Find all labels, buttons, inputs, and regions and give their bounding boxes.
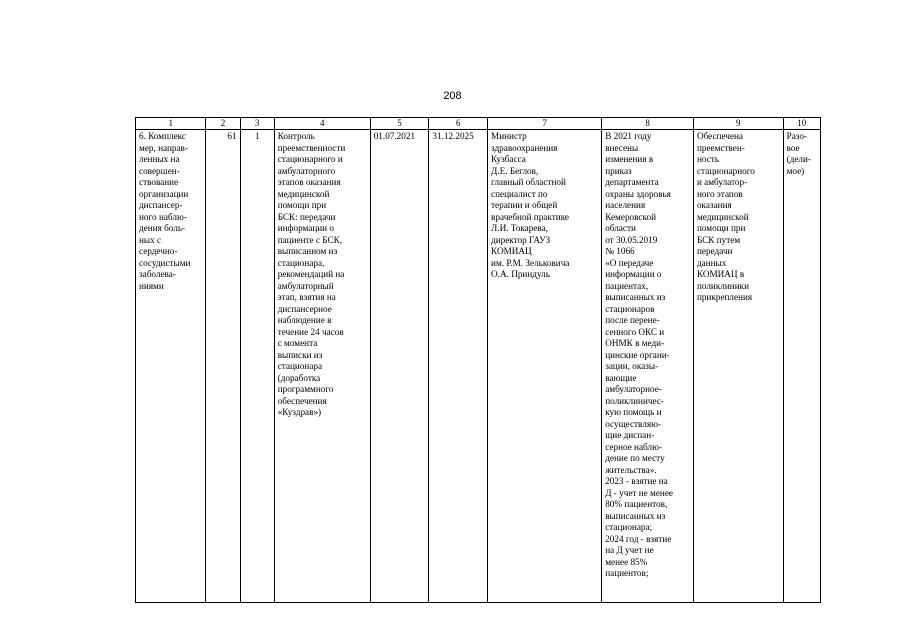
cell-text-line: амбулаторное- xyxy=(605,384,662,394)
responsible-persons-cell xyxy=(488,130,602,603)
cell-text-line: области xyxy=(605,223,636,233)
measure-name-cell xyxy=(136,130,206,603)
cell-text-line: амбулаторного xyxy=(277,165,336,176)
cell-text-line: 2024 год - взятие xyxy=(605,533,672,544)
cell-text-line: (доработка xyxy=(277,372,321,383)
cell-text-line: пациентах, xyxy=(605,280,649,291)
indicator-number-cell: 61 xyxy=(206,130,240,603)
cell-text-line: Д - учет не менее xyxy=(605,487,673,498)
cell-text-line: стационаров xyxy=(605,303,655,314)
header-cell-6: 6 xyxy=(429,118,488,130)
cell-text-line: наблюдение в xyxy=(277,315,332,325)
cell-text-line: зации, оказы- xyxy=(605,361,659,371)
cell-text-line: здравоохранения xyxy=(491,142,558,153)
cell-text-line: внесены xyxy=(605,142,639,153)
cell-text-line: выписанном из xyxy=(277,246,338,256)
cell-text-line: дения боль- xyxy=(139,223,186,233)
cell-text-line: выписки из xyxy=(277,349,323,360)
cell-text-line: стационара, xyxy=(277,257,325,268)
header-cell-1: 1 xyxy=(136,118,206,130)
cell-text-line: пациенте с БСК, xyxy=(277,234,343,245)
cell-text-line: пациентов; xyxy=(605,568,649,578)
cell-text-line: информации о xyxy=(605,269,662,279)
cell-text-line: дение по месту xyxy=(605,453,665,463)
cell-text-line: менее 85% xyxy=(605,556,648,567)
cell-text-line: населения xyxy=(605,200,646,210)
cell-text-line: терапии и общей xyxy=(491,200,558,210)
cell-text-line: программного xyxy=(277,384,334,394)
cell-text-line: данных xyxy=(696,257,727,268)
cell-text-line: стационара xyxy=(277,361,323,371)
cell-text-line: течение 24 часов xyxy=(277,326,344,337)
cell-text-line: жительства». xyxy=(605,464,657,475)
header-row xyxy=(136,118,821,130)
header-cell-5: 5 xyxy=(370,118,429,130)
cell-text-line: преемствен- xyxy=(696,142,745,153)
cell-text-line: от 30.05.2019 xyxy=(605,234,658,245)
cell-text-line: сенного ОКС и xyxy=(605,326,665,337)
cell-text-line: 2023 - взятие на xyxy=(605,476,668,486)
cell-text-line: Министр xyxy=(491,131,527,141)
cell-text-line: этапов оказания xyxy=(277,177,341,187)
cell-text-line: оказания xyxy=(696,200,732,210)
cell-text-line: стационарного xyxy=(696,165,755,176)
cell-text-line: медицинской xyxy=(696,211,749,222)
cell-text-line: ность xyxy=(696,154,719,164)
cell-text-line: рекомендаций на xyxy=(277,269,345,279)
header-cell-3: 3 xyxy=(240,118,274,130)
header-cell-10: 10 xyxy=(783,118,820,130)
cell-text-line: совершен- xyxy=(139,165,180,176)
cell-text-line: мое) xyxy=(786,165,805,176)
cell-text-line: Л.И. Токарева, xyxy=(491,223,548,233)
header-cell-9: 9 xyxy=(693,118,783,130)
cell-text-line: организации xyxy=(139,188,189,199)
cell-text-line: поликлиничес- xyxy=(605,395,664,406)
cell-text-line: помощи при xyxy=(696,223,746,233)
cell-text-line: сосудистыми xyxy=(139,257,191,268)
cell-text-line: «О передаче xyxy=(605,257,654,268)
value-cell: 1 xyxy=(240,130,274,603)
cell-text-line: сердечно- xyxy=(139,246,178,256)
cell-text-line: О.А. Приндуль xyxy=(491,269,550,279)
event-description-cell xyxy=(274,130,370,603)
cell-text-line: и амбулатор- xyxy=(696,177,748,187)
cell-text-line: КОМИАЦ в xyxy=(696,269,745,279)
cell-text-line: В 2021 году xyxy=(605,131,652,141)
cell-text-line: медицинской xyxy=(277,188,330,199)
end-date-cell: 31.12.2025 xyxy=(429,130,488,603)
cell-text-line: этап, взятия на xyxy=(277,292,336,302)
cell-text-line: прикрепления xyxy=(696,292,753,302)
cell-text-line: КОМИАЦ xyxy=(491,246,532,256)
cell-text-line: вое xyxy=(786,142,800,153)
cell-text-line: на Д учет не xyxy=(605,545,654,555)
cell-text-line: диспансерное xyxy=(277,303,332,314)
cell-text-line: выписанных из xyxy=(605,510,666,521)
header-cell-8: 8 xyxy=(602,118,694,130)
header-cell-7: 7 xyxy=(488,118,602,130)
header-cell-2: 2 xyxy=(206,118,240,130)
cell-text-line: Разо- xyxy=(786,131,807,141)
cell-text-line: 6. Комплекс xyxy=(139,131,186,141)
cell-text-line: щие диспан- xyxy=(605,430,655,440)
cell-text-line: кую помощь и xyxy=(605,407,662,417)
header-cell-4: 4 xyxy=(274,118,370,130)
cell-text-line: ОНМК в меди- xyxy=(605,338,665,348)
cell-text-line: БСК: передачи xyxy=(277,211,336,222)
table-row xyxy=(136,130,821,603)
progress-notes-cell xyxy=(602,130,694,603)
cell-text-line: департамента xyxy=(605,177,659,187)
cell-text-line: осуществляю- xyxy=(605,418,662,429)
cell-text-line: помощи при xyxy=(277,200,327,210)
cell-text-line: стационарного и xyxy=(277,154,343,164)
cell-text-line: Обеспечена xyxy=(696,131,743,141)
result-cell xyxy=(693,130,783,603)
measures-table xyxy=(135,117,821,603)
cell-text-line: вающие xyxy=(605,372,637,383)
cell-text-line: Кемеровской xyxy=(605,211,657,222)
cell-text-line: ных с xyxy=(139,234,162,245)
cell-text-line: ного этапов xyxy=(696,188,743,199)
cell-text-line: ного наблю- xyxy=(139,211,187,222)
cell-text-line: Кузбасса xyxy=(491,154,526,164)
cell-text-line: охраны здоровья xyxy=(605,188,671,199)
cell-text-line: директор ГАУЗ xyxy=(491,234,551,245)
cell-text-line: 80% пациентов, xyxy=(605,499,668,509)
cell-text-line: Контроль xyxy=(277,131,315,141)
cell-text-line: врачебной практике xyxy=(491,211,569,222)
cell-text-line: после перене- xyxy=(605,315,660,325)
cell-text-line: ниями xyxy=(139,280,164,291)
cell-text-line: им. Р.М. Зельковича xyxy=(491,257,570,268)
cell-text-line: ствование xyxy=(139,177,179,187)
cell-text-line: с момента xyxy=(277,338,318,348)
cell-text-line: серное наблю- xyxy=(605,441,663,452)
start-date-cell: 01.07.2021 xyxy=(370,130,429,603)
cell-text-line: № 1066 xyxy=(605,246,635,256)
cell-text-line: ленных на xyxy=(139,154,180,164)
cell-text-line: диспансер- xyxy=(139,200,183,210)
cell-text-line: выписанных из xyxy=(605,292,666,302)
cell-text-line: специалист по xyxy=(491,188,548,199)
cell-text-line: цинские органи- xyxy=(605,349,670,360)
cell-text-line: приказ xyxy=(605,165,632,176)
cell-text-line: главный областной xyxy=(491,177,566,187)
cell-text-line: (дели- xyxy=(786,154,811,164)
cell-text-line: информации о xyxy=(277,223,334,233)
cell-text-line: изменения в xyxy=(605,154,654,164)
cell-text-line: стационара; xyxy=(605,522,653,532)
cell-text-line: Д.Е. Беглов, xyxy=(491,165,539,176)
cell-text-line: амбулаторный xyxy=(277,280,334,291)
frequency-cell xyxy=(783,130,820,603)
cell-text-line: заболева- xyxy=(139,269,176,279)
cell-text-line: преемственности xyxy=(277,142,346,153)
page-number: 208 xyxy=(443,90,462,102)
cell-text-line: передачи xyxy=(696,246,733,256)
cell-text-line: обеспечения xyxy=(277,395,327,406)
cell-text-line: поликлиники xyxy=(696,280,750,291)
cell-text-line: БСК путем xyxy=(696,234,741,245)
cell-text-line: мер, направ- xyxy=(139,142,188,153)
cell-text-line: «Куздрав») xyxy=(277,407,322,417)
